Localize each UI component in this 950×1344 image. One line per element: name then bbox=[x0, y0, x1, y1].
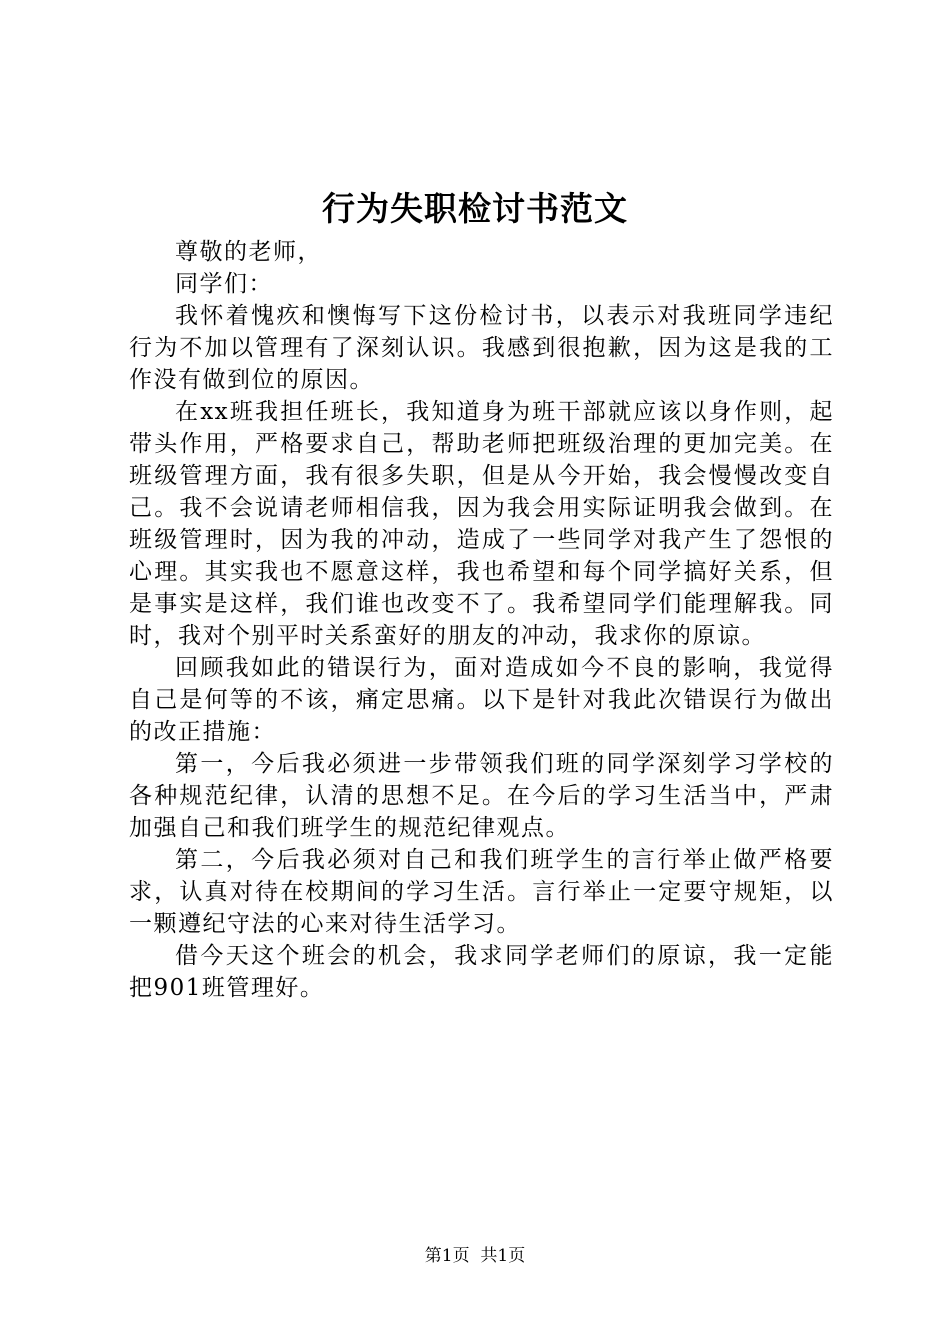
paragraph-intro: 我怀着愧疚和懊悔写下这份检讨书，以表示对我班同学违纪行为不加以管理有了深刻认识。我感到很抱歉，因为这是我的工作没有做到位的原因。 bbox=[129, 303, 834, 393]
paragraph-measure-1: 第一，今后我必须进一步带领我们班的同学深刻学习学校的各种规范纪律，认清的思想不足。在今后的学习生活当中，严肃加强自己和我们班学生的规范纪律观点。 bbox=[129, 751, 834, 841]
page-number: 第1页 共1页 bbox=[424, 1246, 526, 1266]
paragraph-reflection: 回顾我如此的错误行为，面对造成如今不良的影响，我觉得自己是何等的不该，痛定思痛。以下是针对我此次错误行为做出的改正措施： bbox=[129, 655, 834, 745]
salutation-line-1: 尊敬的老师， bbox=[175, 239, 322, 265]
paragraph-measure-2: 第二，今后我必须对自己和我们班学生的言行举止做严格要求，认真对待在校期间的学习生活。言行举止一定要守规矩，以一颗遵纪守法的心来对待生活学习。 bbox=[129, 847, 834, 937]
paragraph-role: 在xx班我担任班长，我知道身为班干部就应该以身作则，起带头作用，严格要求自己，帮助老师把班级治理的更加完美。在班级管理方面，我有很多失职，但是从今开始，我会慢慢改变自己。我不会说请老师相信我，因为我会用实际证明我会做到。在班级管理时，因为我的冲动，造成了一些同学对我产生了怨恨的心理。其实我也不愿意这样，我也希望和每个同学搞好关系，但是事实是这样，我们谁也改变不了。我希望同学们能理解我。同时，我对个别平时关系蛮好的朋友的冲动，我求你的原谅。 bbox=[129, 399, 834, 649]
document-body bbox=[129, 236, 834, 1004]
document-title: 行为失职检讨书范文 bbox=[322, 189, 628, 228]
paragraph-closing: 借今天这个班会的机会，我求同学老师们的原谅，我一定能把901班管理好。 bbox=[129, 943, 834, 1001]
page-footer bbox=[0, 1244, 950, 1268]
salutation-line-2: 同学们： bbox=[175, 271, 273, 297]
